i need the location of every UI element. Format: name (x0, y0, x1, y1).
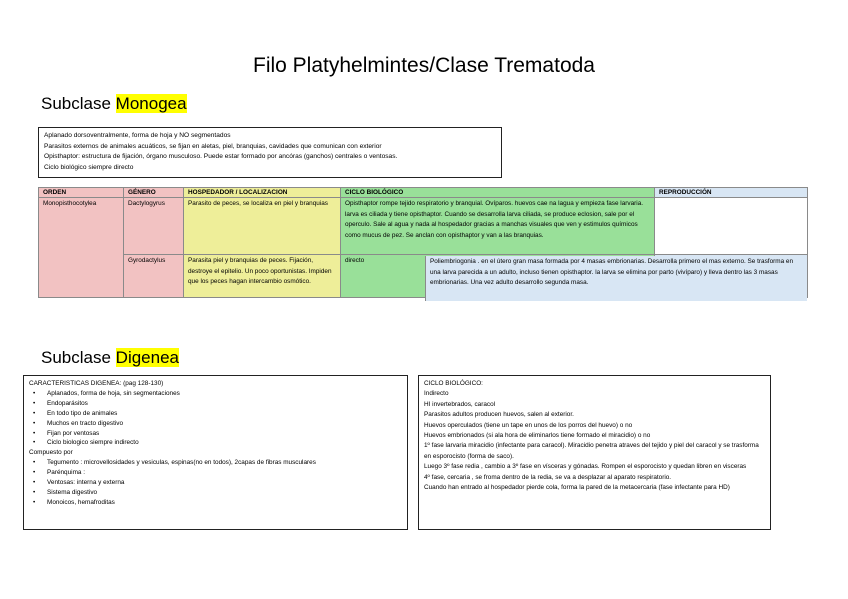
header-ciclo: CICLO BIOLÓGICO (341, 188, 655, 198)
table-header-row (39, 188, 808, 198)
list-item: • Muchos en tracto digestivo (47, 419, 402, 429)
cycle-line: 4º fase, cercaria , se froma dentro de la redia, se va a desplazar al aparato respiratorio. (424, 473, 672, 481)
cycle-line: Cuando han entrado al hospedador pierde cola, forma la pared de la metacercaria (fase infectante para HD) (424, 484, 730, 492)
header-reproduccion: REPRODUCCIÓN (655, 188, 808, 198)
reproduccion-gyrodactylus: Poliembriogonia . en el útero gran masa formada por 4 masas embrionarias. Desarrolla primero el mas externo. Se trasforma en una larva parecida a un adulto, incluso tienen opisthaptor. la larva se elimina por parto (vivíparo) y lleva dentro las 3 masas embrionarias. Una vez adulto desarrollo segunda masa. (425, 256, 807, 301)
monogea-subheading (41, 94, 187, 114)
monogea-intro-box (38, 127, 502, 178)
intro-line: Parasitos externos de animales acuáticos, se fijan en aletas, piel, branquias, cavidades que comunican con exterior (44, 142, 382, 150)
cycle-line: Indirecto (424, 390, 449, 398)
monogea-name: Monogea (115, 94, 187, 113)
hospedador-cell: Parasito de peces, se localiza en piel y branquias (184, 198, 341, 255)
digenea-life-cycle-box (418, 375, 771, 530)
digenea-subheading (41, 348, 179, 368)
cycle-line: Huevos operculados (tiene un tape en unos de los porros del huevo) o no (424, 421, 633, 429)
intro-line: Aplanado dorsoventralmente, forma de hoja y NO segmentados (44, 132, 231, 139)
hospedador-cell: Parasita piel y branquias de peces. Fijación, destroye el epitelio. Un poco oportunistas. Impiden que los peces hagan intercambio osmótico. (184, 255, 341, 298)
header-genero: GÉNERO (124, 188, 184, 198)
list-item: • Aplanados, forma de hoja, sin segmentaciones (47, 389, 402, 399)
composition-list (29, 458, 402, 508)
orden-cell: Monopisthocotylea (39, 198, 124, 298)
list-item: • En todo tipo de animales (47, 409, 402, 419)
list-item: • Endoparásitos (47, 399, 402, 409)
digenea-characteristics-box (23, 375, 408, 530)
characteristics-heading: CARACTERISTICAS DIGENEA: (pag 128-130) (29, 380, 164, 387)
list-item: • Ciclo biologico siempre indirecto (47, 438, 402, 448)
page-title: Filo Platyhelmintes/Clase Trematoda (253, 54, 595, 77)
header-hospedador: HOSPEDADOR / LOCALIZACION (184, 188, 341, 198)
header-orden: ORDEN (39, 188, 124, 198)
cycle-line: Huevos embrionados (si ala hora de eliminarlos tiene formado el miracidio) o no (424, 432, 651, 440)
ciclo-cell: Opisthaptor rompe tejido respiratorio y branquial. Ovíparos. huevos cae na lagua y empieza fase larvaria. larva es ciliada y tiene opisthaptor. Cuando se desarrolla larva ciliada, se produce eclosion, sale por el operculo. Sale al agua y nada al hospedador gracias a manchas visuales que ven y estimulos químicos como mucus de pez. Se anclan con opisthaptor y van a las branquias. (341, 198, 655, 255)
cycle-line: CICLO BIOLÓGICO: (424, 380, 483, 387)
list-item: • Monoicos, hemafroditas (47, 498, 402, 508)
table-row (39, 198, 808, 255)
digenea-prefix: Subclase (41, 348, 111, 367)
cycle-line: Luego 3º fase redia , cambio a 3º fase en vísceras y gónadas. Rompen el esporocisto y quedan libren en visceras (424, 463, 747, 471)
composition-heading: Compuesto por (29, 449, 73, 457)
genero-cell: Dactylogyrus (124, 198, 184, 255)
cycle-line: Parasitos adultos producen huevos, salen al exterior. (424, 411, 574, 419)
list-item: • Ventosas: interna y externa (47, 478, 402, 488)
list-item: • Parénquima : (47, 468, 402, 478)
digenea-name: Digenea (115, 348, 179, 367)
characteristics-list (29, 389, 402, 448)
genero-cell: Gyrodactylus (124, 255, 184, 298)
list-item: • Sistema digestivo (47, 488, 402, 498)
cycle-line: 1º fase larvaria miracidio (infectante para caracol). Miracidio penetra atraves del tejido y piel del caracol y se trasforma en esporocisto (forma de saco). (424, 442, 759, 460)
list-item: • Fijan por ventosas (47, 429, 402, 439)
intro-line: Ciclo biológico siempre directo (44, 163, 134, 171)
reproduccion-cell (655, 198, 808, 255)
monogea-prefix: Subclase (41, 94, 111, 113)
intro-line: Opisthaptor: estructura de fijación, órgano musculoso. Puede estar formado por ancóras (ganchos) centrales o ventosas. (44, 153, 398, 160)
cycle-line: HI invertebrados, caracol (424, 400, 496, 408)
ciclo-cell: directo (341, 255, 655, 298)
list-item: • Tegumento : microvellosidades y vesiculas, espinas(no en todos), 2capas de fibras musculares (47, 458, 402, 468)
